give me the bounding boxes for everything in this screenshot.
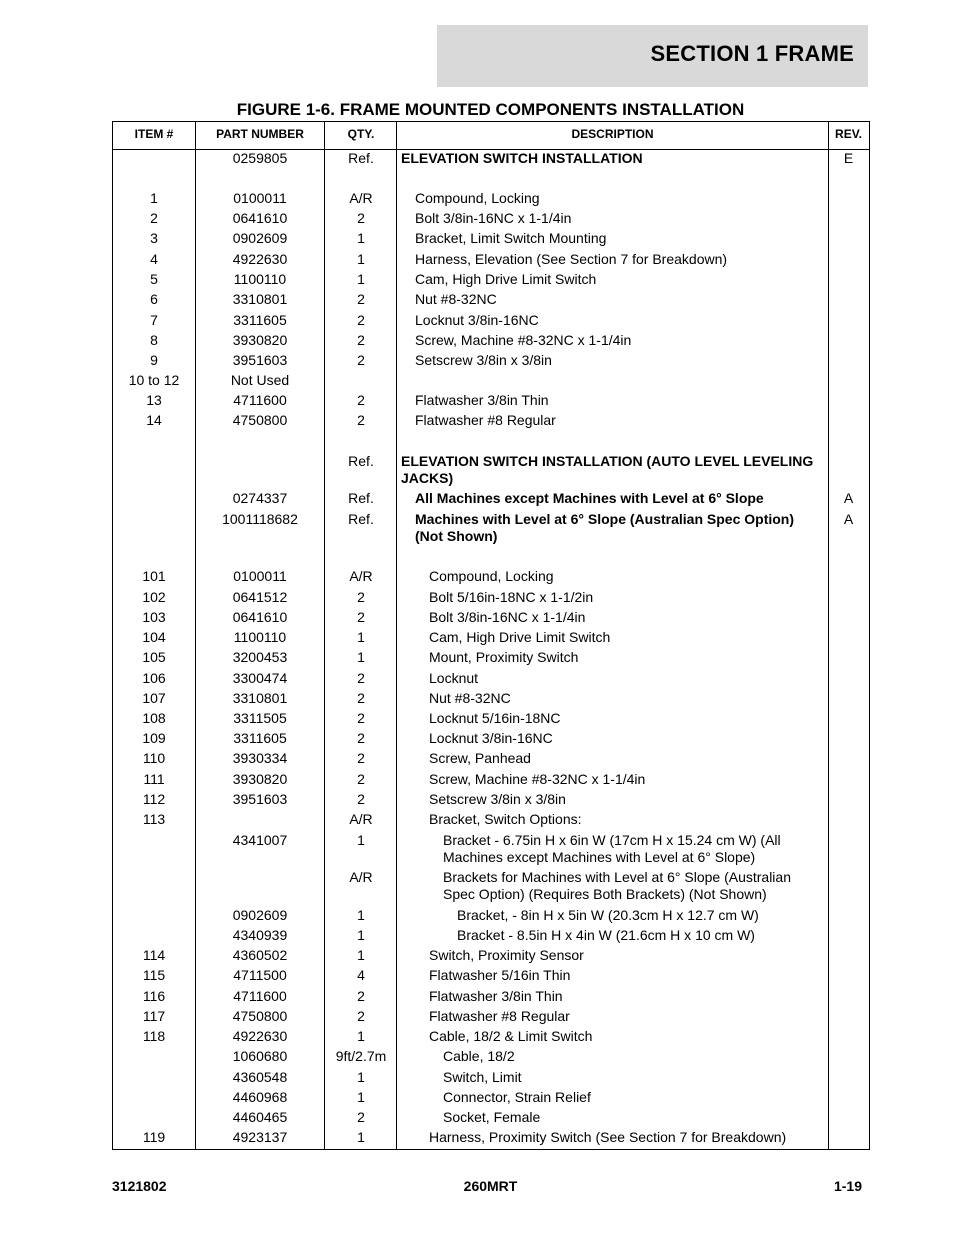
qty-cell: 2: [357, 609, 365, 625]
part-number-cell: 4750800: [232, 1008, 288, 1024]
item-cell: 113: [142, 811, 166, 827]
qty-cell: Ref.: [348, 511, 374, 527]
description-cell: Harness, Elevation (See Section 7 for Breakdown): [415, 251, 728, 267]
description-cell: Nut #8-32NC: [429, 690, 511, 706]
description-cell: Cam, High Drive Limit Switch: [415, 271, 597, 287]
part-number-cell: 3311605: [233, 312, 287, 328]
qty-cell: A/R: [349, 811, 373, 827]
item-cell: 103: [142, 609, 166, 625]
qty-cell: 1: [357, 832, 365, 848]
header-rev: REV.: [835, 127, 862, 141]
part-number-cell: 4460465: [232, 1109, 288, 1125]
description-cell: Screw, Machine #8-32NC x 1-1/4in: [429, 771, 646, 787]
item-cell: 110: [142, 750, 166, 766]
item-cell: 119: [142, 1129, 166, 1145]
item-cell: 7: [150, 312, 158, 328]
part-number-cell: 0641610: [232, 609, 288, 625]
item-cell: 105: [142, 649, 166, 665]
qty-cell: 2: [357, 1008, 365, 1024]
item-cell: 102: [142, 589, 166, 605]
qty-cell: 1: [357, 629, 365, 645]
description-cell: Socket, Female: [443, 1109, 541, 1125]
part-number-cell: 3930820: [232, 332, 288, 348]
qty-cell: 1: [357, 1028, 365, 1044]
description-cell: Switch, Limit: [443, 1069, 522, 1085]
description-cell: Bracket, - 8in H x 5in W (20.3cm H x 12.7 cm W): [457, 907, 759, 923]
part-number-cell: 0902609: [232, 230, 288, 246]
footer-model: 260MRT: [463, 1178, 518, 1194]
description-cell: Harness, Proximity Switch (See Section 7 for Breakdown): [429, 1129, 787, 1145]
qty-cell: 2: [357, 392, 365, 408]
qty-cell: A/R: [349, 568, 373, 584]
description-cell: Switch, Proximity Sensor: [429, 947, 584, 963]
item-cell: 111: [143, 771, 165, 787]
qty-cell: 2: [357, 210, 365, 226]
qty-cell: 1: [357, 271, 365, 287]
item-cell: 13: [146, 392, 162, 408]
qty-cell: 9ft/2.7m: [335, 1048, 387, 1064]
description-cell: Flatwasher 3/8in Thin: [415, 392, 549, 408]
description-cell: Flatwasher 3/8in Thin: [429, 988, 563, 1004]
item-cell: 107: [142, 690, 166, 706]
description-cell: Flatwasher #8 Regular: [415, 412, 556, 428]
item-cell: 118: [142, 1028, 166, 1044]
part-number-cell: 4460968: [232, 1089, 288, 1105]
description-cell: Cable, 18/2: [443, 1048, 515, 1064]
part-number-cell: 0274337: [232, 490, 288, 506]
description-cell: Flatwasher 5/16in Thin: [429, 967, 571, 983]
footer-page-number: 1-19: [833, 1178, 862, 1194]
part-number-cell: Not Used: [230, 372, 290, 388]
description-cell: Bolt 5/16in-18NC x 1-1/2in: [429, 589, 594, 605]
description-cell: Machines with Level at 6° Slope (Australian Spec Option) (Not Shown): [415, 511, 795, 544]
part-number-cell: 3311605: [233, 730, 287, 746]
item-cell: 10 to 12: [128, 372, 180, 388]
part-number-cell: 4711500: [233, 967, 287, 983]
column-divider: [828, 122, 829, 1149]
footer-doc-number: 3121802: [112, 1178, 167, 1194]
item-cell: 106: [142, 670, 166, 686]
part-number-cell: 4360548: [232, 1069, 288, 1085]
header-description: DESCRIPTION: [571, 127, 654, 141]
description-cell: Cable, 18/2 & Limit Switch: [429, 1028, 593, 1044]
qty-cell: A/R: [349, 869, 373, 885]
description-cell: Locknut 3/8in-16NC: [415, 312, 539, 328]
part-number-cell: 1100110: [233, 271, 287, 287]
qty-cell: 2: [357, 312, 365, 328]
qty-cell: 2: [357, 750, 365, 766]
description-cell: Bracket, Limit Switch Mounting: [415, 230, 607, 246]
description-cell: Brackets for Machines with Level at 6° Slope (Australian Spec Option) (Requires Both Brackets) (Not Shown): [443, 869, 791, 902]
qty-cell: Ref.: [348, 150, 374, 166]
part-number-cell: 0259805: [232, 150, 288, 166]
item-cell: 6: [150, 291, 158, 307]
item-cell: 104: [142, 629, 166, 645]
part-number-cell: 3930820: [232, 771, 288, 787]
item-cell: 14: [146, 412, 162, 428]
qty-cell: 2: [357, 730, 365, 746]
qty-cell: 2: [357, 291, 365, 307]
rev-cell: A: [843, 490, 854, 506]
item-cell: 117: [142, 1008, 166, 1024]
part-number-cell: 3300474: [232, 670, 288, 686]
qty-cell: 1: [357, 230, 365, 246]
qty-cell: 1: [357, 1129, 365, 1145]
part-number-cell: 0100011: [233, 190, 287, 206]
part-number-cell: 4922630: [232, 1028, 288, 1044]
item-cell: 101: [142, 568, 166, 584]
part-number-cell: 1060680: [232, 1048, 288, 1064]
qty-cell: 1: [357, 251, 365, 267]
description-cell: Setscrew 3/8in x 3/8in: [415, 352, 552, 368]
part-number-cell: 0641512: [232, 589, 288, 605]
item-cell: 2: [150, 210, 158, 226]
qty-cell: 2: [357, 1109, 365, 1125]
part-number-cell: 0641610: [232, 210, 288, 226]
description-cell: Locknut 3/8in-16NC: [429, 730, 553, 746]
part-number-cell: 4360502: [232, 947, 288, 963]
part-number-cell: 3930334: [232, 750, 288, 766]
item-cell: 4: [150, 251, 158, 267]
qty-cell: 1: [357, 1089, 365, 1105]
qty-cell: 2: [357, 670, 365, 686]
qty-cell: 2: [357, 988, 365, 1004]
qty-cell: 1: [357, 649, 365, 665]
part-number-cell: 3200453: [232, 649, 288, 665]
part-number-cell: 1001118682: [222, 511, 298, 527]
part-number-cell: 4711600: [233, 988, 287, 1004]
header-qty: QTY.: [347, 127, 375, 141]
description-cell: Flatwasher #8 Regular: [429, 1008, 570, 1024]
description-cell: Compound, Locking: [415, 190, 540, 206]
description-cell: Bracket - 8.5in H x 4in W (21.6cm H x 10 cm W): [457, 927, 755, 943]
description-cell: Bracket - 6.75in H x 6in W (17cm H x 15.24 cm W) (All Machines except Machines with Level at 6° Slope): [443, 832, 781, 865]
item-cell: 108: [142, 710, 166, 726]
qty-cell: 2: [357, 710, 365, 726]
description-cell: ELEVATION SWITCH INSTALLATION: [401, 150, 643, 166]
figure-title: FIGURE 1-6. FRAME MOUNTED COMPONENTS INSTALLATION: [236, 100, 745, 119]
description-cell: Bolt 3/8in-16NC x 1-1/4in: [429, 609, 586, 625]
description-cell: Compound, Locking: [429, 568, 554, 584]
qty-cell: 2: [357, 352, 365, 368]
description-cell: Bracket, Switch Options:: [429, 811, 582, 827]
item-cell: 3: [150, 230, 158, 246]
description-cell: Screw, Panhead: [429, 750, 531, 766]
qty-cell: 1: [357, 927, 365, 943]
rev-cell: A: [843, 511, 854, 527]
qty-cell: 1: [357, 907, 365, 923]
item-cell: 116: [142, 988, 166, 1004]
description-cell: Connector, Strain Relief: [443, 1089, 591, 1105]
part-number-cell: 0902609: [232, 907, 288, 923]
item-cell: 112: [142, 791, 166, 807]
item-cell: 8: [150, 332, 158, 348]
header-part-number: PART NUMBER: [216, 127, 304, 141]
description-cell: Locknut: [429, 670, 479, 686]
part-number-cell: 4711600: [233, 392, 287, 408]
qty-cell: 2: [357, 589, 365, 605]
rev-cell: E: [843, 150, 854, 166]
part-number-cell: 1100110: [233, 629, 287, 645]
item-cell: 1: [150, 190, 158, 206]
part-number-cell: 3311505: [233, 710, 287, 726]
part-number-cell: 3310801: [232, 291, 288, 307]
part-number-cell: 4923137: [232, 1129, 288, 1145]
qty-cell: 2: [357, 791, 365, 807]
description-cell: Nut #8-32NC: [415, 291, 497, 307]
section-title: SECTION 1 FRAME: [650, 41, 854, 66]
qty-cell: 2: [357, 771, 365, 787]
part-number-cell: 0100011: [233, 568, 287, 584]
section-banner: [437, 25, 868, 87]
qty-cell: Ref.: [348, 490, 374, 506]
header-item: ITEM #: [134, 127, 174, 141]
item-cell: 115: [142, 967, 166, 983]
part-number-cell: 3951603: [232, 352, 288, 368]
qty-cell: 2: [357, 332, 365, 348]
description-cell: Mount, Proximity Switch: [429, 649, 579, 665]
description-cell: Cam, High Drive Limit Switch: [429, 629, 611, 645]
part-number-cell: 3310801: [232, 690, 288, 706]
qty-cell: 1: [357, 1069, 365, 1085]
item-cell: 109: [142, 730, 166, 746]
qty-cell: 1: [357, 947, 365, 963]
description-cell: ELEVATION SWITCH INSTALLATION (AUTO LEVEL LEVELING JACKS): [401, 453, 814, 486]
part-number-cell: 3951603: [232, 791, 288, 807]
qty-cell: Ref.: [348, 453, 374, 469]
item-cell: 9: [150, 352, 158, 368]
part-number-cell: 4922630: [232, 251, 288, 267]
qty-cell: A/R: [349, 190, 373, 206]
description-cell: Screw, Machine #8-32NC x 1-1/4in: [415, 332, 632, 348]
parts-table: [112, 121, 870, 1150]
qty-cell: 4: [357, 967, 365, 983]
qty-cell: 2: [357, 412, 365, 428]
item-cell: 114: [142, 947, 166, 963]
description-cell: Setscrew 3/8in x 3/8in: [429, 791, 566, 807]
item-cell: 5: [150, 271, 158, 287]
part-number-cell: 4341007: [232, 832, 288, 848]
description-cell: Bolt 3/8in-16NC x 1-1/4in: [415, 210, 572, 226]
qty-cell: 2: [357, 690, 365, 706]
description-cell: Locknut 5/16in-18NC: [429, 710, 561, 726]
description-cell: All Machines except Machines with Level at 6° Slope: [415, 490, 764, 506]
part-number-cell: 4340939: [232, 927, 288, 943]
part-number-cell: 4750800: [232, 412, 288, 428]
